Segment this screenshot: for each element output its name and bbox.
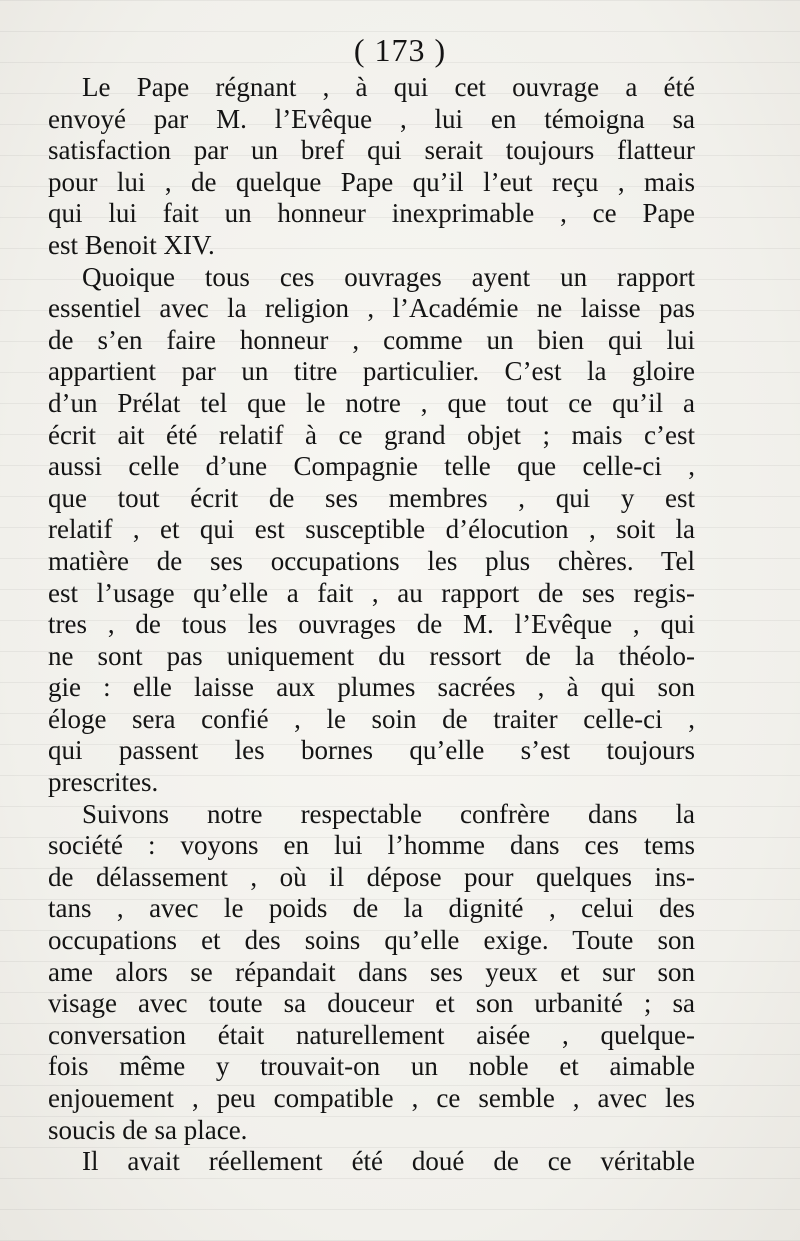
paragraph-4 — [48, 1146, 695, 1178]
text-line: prescrites. — [48, 767, 159, 798]
text-line: enjouement , peu compatible , ce semble , avec les — [48, 1083, 695, 1113]
text-line: occupations et des soins qu’elle exige. Toute son — [48, 925, 695, 956]
text-line: société : voyons en lui l’homme dans ces tems — [48, 830, 695, 861]
text-line: de délassement , où il dépose pour quelques ins- — [48, 861, 695, 892]
text-line: relatif , et qui est susceptible d’élocution , soit la — [48, 514, 695, 545]
text-line: que tout écrit de ses membres , qui y est — [48, 482, 695, 513]
text-line: Le Pape régnant , à qui cet ouvrage a été — [82, 72, 695, 102]
text-line: tres , de tous les ouvrages de M. l’Evêque , qui — [48, 609, 695, 640]
text-line: écrit ait été relatif à ce grand objet ; mais c’est — [48, 419, 695, 450]
paragraph-3 — [48, 799, 695, 1147]
text-line: Il avait réellement été doué de ce véritable — [82, 1146, 695, 1177]
paragraph-2 — [48, 262, 695, 799]
text-line: visage avec toute sa douceur et son urbanité ; sa — [48, 988, 695, 1019]
text-line: gie : elle laisse aux plumes sacrées , à qui son — [48, 672, 695, 703]
text-line: pour lui , de quelque Pape qu’il l’eut reçu , mais — [48, 166, 695, 197]
text-line: de s’en faire honneur , comme un bien qui lui — [48, 324, 695, 355]
text-line: matière de ses occupations les plus chères. Tel — [48, 545, 695, 576]
text-line: satisfaction par un bref qui serait toujours flatteur — [48, 135, 695, 166]
text-line: essentiel avec la religion , l’Académie ne laisse pas — [48, 293, 695, 324]
text-line: qui passent les bornes qu’elle s’est toujours — [48, 735, 695, 766]
text-line: d’un Prélat tel que le notre , que tout ce qu’il a — [48, 387, 695, 418]
text-line: tans , avec le poids de la dignité , celui des — [48, 893, 695, 924]
text-line: fois même y trouvait-on un noble et aimable — [48, 1051, 695, 1082]
text-line: est l’usage qu’elle a fait , au rapport de ses regis- — [48, 577, 695, 608]
text-line: Quoique tous ces ouvrages ayent un rapport — [82, 261, 695, 292]
text-line: éloge sera confié , le soin de traiter celle-ci , — [48, 703, 695, 734]
text-line: ne sont pas uniquement du ressort de la théolo- — [48, 640, 695, 671]
text-line: ame alors se répandait dans ses yeux et sur son — [48, 956, 695, 987]
text-line: aussi celle d’une Compagnie telle que celle-ci , — [48, 451, 695, 482]
text-line: est Benoit XIV. — [48, 229, 215, 260]
text-line: Suivons notre respectable confrère dans la — [82, 798, 695, 829]
paragraph-1 — [48, 72, 695, 262]
page-number: ( 173 ) — [353, 32, 447, 68]
text-line: qui lui fait un honneur inexprimable , ce Pape — [48, 198, 695, 229]
text-line: soucis de sa place. — [48, 1114, 248, 1145]
text-line: envoyé par M. l’Evêque , lui en témoigna sa — [48, 103, 695, 134]
body-text — [48, 72, 695, 1178]
text-line: appartient par un titre particulier. C’est la gloire — [48, 356, 695, 387]
text-line: conversation était naturellement aisée , quelque- — [48, 1019, 695, 1050]
